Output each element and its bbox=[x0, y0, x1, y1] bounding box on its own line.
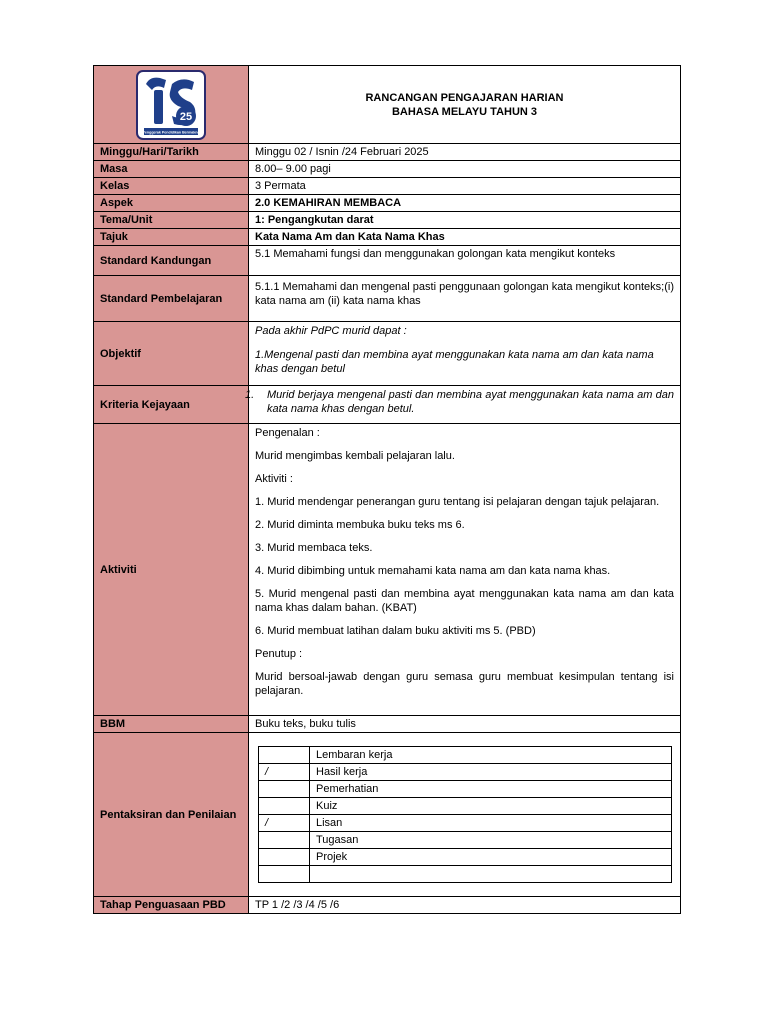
label-kelas: Kelas bbox=[94, 178, 249, 195]
checklist-row bbox=[259, 798, 672, 815]
logo-caption: Penggerak Pendidikan Bermakna bbox=[142, 130, 200, 134]
checklist-item: Lembaran kerja bbox=[310, 747, 672, 764]
checklist-mark bbox=[259, 781, 310, 798]
checklist-mark bbox=[259, 747, 310, 764]
label-kriteria: Kriteria Kejayaan bbox=[94, 386, 249, 424]
checklist-mark bbox=[259, 798, 310, 815]
checklist-item: Lisan bbox=[310, 815, 672, 832]
checklist-row bbox=[259, 832, 672, 849]
checklist-mark bbox=[259, 849, 310, 866]
aktiviti-line: 6. Murid membuat latihan dalam buku aktiviti ms 5. (PBD) bbox=[255, 625, 536, 637]
plan-title-line1: RANCANGAN PENGAJARAN HARIAN bbox=[365, 91, 564, 104]
checklist-mark: / bbox=[259, 815, 310, 832]
logo-number: 25 bbox=[179, 110, 193, 123]
value-pentaksiran bbox=[249, 733, 681, 897]
checklist-row bbox=[259, 747, 672, 764]
label-aktiviti: Aktiviti bbox=[94, 424, 249, 716]
objektif-intro: Pada akhir PdPC murid dapat : bbox=[255, 325, 407, 337]
label-standard-pembelajaran: Standard Pembelajaran bbox=[94, 276, 249, 322]
label-bbm: BBM bbox=[94, 716, 249, 733]
label-minggu: Minggu/Hari/Tarikh bbox=[94, 144, 249, 161]
aktiviti-line: 5. Murid mengenal pasti dan membina ayat menggunakan kata nama am dan kata nama khas dalam bahan. (KBAT) bbox=[255, 588, 674, 614]
label-tajuk: Tajuk bbox=[94, 229, 249, 246]
label-pentaksiran: Pentaksiran dan Penilaian bbox=[94, 733, 249, 897]
label-masa: Masa bbox=[94, 161, 249, 178]
label-objektif: Objektif bbox=[94, 322, 249, 386]
aktiviti-line: 2. Murid diminta membuka buku teks ms 6. bbox=[255, 519, 465, 531]
value-standard-pembelajaran: 5.1.1 Memahami dan mengenal pasti penggunaan golongan kata mengikut konteks;(i) kata nama am (ii) kata nama khas bbox=[249, 276, 681, 322]
checklist-mark: / bbox=[259, 764, 310, 781]
value-aspek: 2.0 KEMAHIRAN MEMBACA bbox=[249, 195, 681, 212]
kriteria-text: Murid berjaya mengenal pasti dan membina ayat menggunakan kata nama am dan kata nama khas dengan betul. bbox=[267, 389, 674, 415]
value-minggu: Minggu 02 / Isnin /24 Februari 2025 bbox=[249, 144, 681, 161]
checklist-mark bbox=[259, 866, 310, 883]
checklist-mark bbox=[259, 832, 310, 849]
checklist-item: Kuiz bbox=[310, 798, 672, 815]
label-standard-kandungan: Standard Kandungan bbox=[94, 246, 249, 276]
label-aspek: Aspek bbox=[94, 195, 249, 212]
aktiviti-line: Murid bersoal-jawab dengan guru semasa guru membuat kesimpulan tentang isi pelajaran. bbox=[255, 671, 674, 697]
checklist-row bbox=[259, 815, 672, 832]
aktiviti-line: Aktiviti : bbox=[255, 473, 293, 485]
objektif-item: 1.Mengenal pasti dan membina ayat menggunakan kata nama am dan kata nama khas dengan betul bbox=[255, 349, 654, 375]
value-kriteria bbox=[245, 386, 681, 424]
value-tema: 1: Pengangkutan darat bbox=[249, 212, 681, 229]
label-tahap: Tahap Penguasaan PBD bbox=[94, 897, 249, 914]
aktiviti-line: Murid mengimbas kembali pelajaran lalu. bbox=[255, 450, 455, 462]
value-masa: 8.00– 9.00 pagi bbox=[249, 161, 681, 178]
value-standard-kandungan: 5.1 Memahami fungsi dan menggunakan golongan kata mengikut konteks bbox=[249, 246, 681, 276]
checklist-item: Pemerhatian bbox=[310, 781, 672, 798]
logo-cell bbox=[94, 66, 249, 144]
plan-title-line2: BAHASA MELAYU TAHUN 3 bbox=[391, 105, 538, 118]
value-tahap: TP 1 /2 /3 /4 /5 /6 bbox=[249, 897, 681, 914]
value-objektif bbox=[249, 322, 681, 386]
checklist-item bbox=[310, 866, 672, 883]
value-tajuk: Kata Nama Am dan Kata Nama Khas bbox=[249, 229, 681, 246]
checklist-item: Projek bbox=[310, 849, 672, 866]
checklist-item: Hasil kerja bbox=[310, 764, 672, 781]
value-bbm: Buku teks, buku tulis bbox=[249, 716, 681, 733]
aktiviti-line: 3. Murid membaca teks. bbox=[255, 542, 373, 554]
value-kelas: 3 Permata bbox=[249, 178, 681, 195]
label-tema: Tema/Unit bbox=[94, 212, 249, 229]
checklist-row bbox=[259, 849, 672, 866]
aktiviti-line: 1. Murid mendengar penerangan guru tentang isi pelajaran dengan tajuk pelajaran. bbox=[255, 496, 660, 508]
checklist-row bbox=[259, 866, 672, 883]
kriteria-number: 1. bbox=[245, 389, 255, 401]
aktiviti-line: 4. Murid dibimbing untuk memahami kata nama am dan kata nama khas. bbox=[255, 565, 611, 577]
aktiviti-line: Pengenalan : bbox=[255, 427, 320, 439]
checklist-item: Tugasan bbox=[310, 832, 672, 849]
lesson-plan-table bbox=[93, 65, 681, 914]
school-logo bbox=[136, 70, 206, 140]
checklist-row bbox=[259, 764, 672, 781]
checklist-row bbox=[259, 781, 672, 798]
assessment-checklist bbox=[258, 746, 672, 883]
value-aktiviti bbox=[249, 424, 681, 716]
aktiviti-line: Penutup : bbox=[255, 648, 303, 660]
plan-title bbox=[249, 66, 681, 144]
